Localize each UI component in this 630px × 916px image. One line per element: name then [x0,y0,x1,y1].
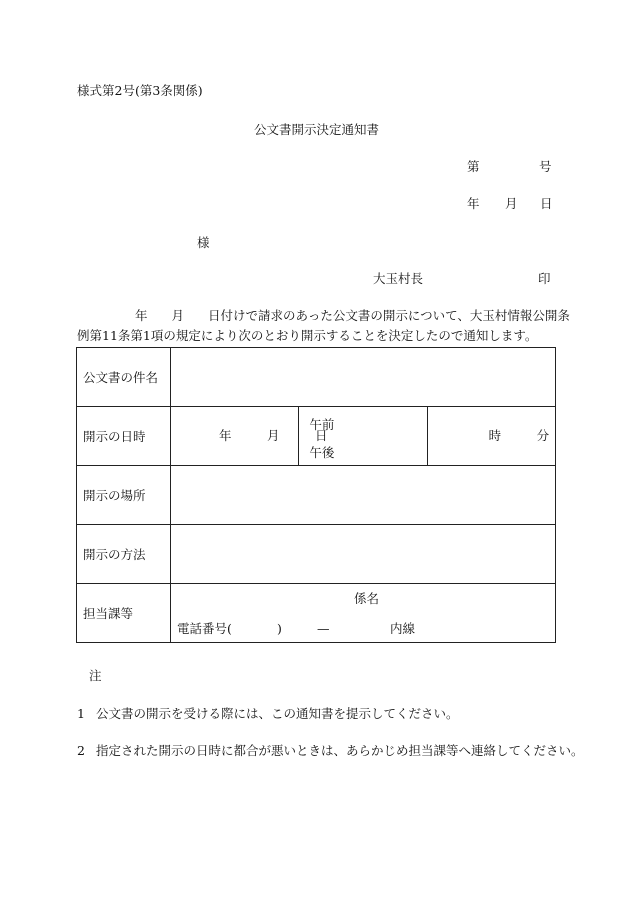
datetime-day: 日 [315,427,328,443]
body-line1-text: 日付けで請求のあった公文書の開示について、大玉村情報公開条 [208,308,570,323]
department-value [171,584,556,643]
form-number: 様式第2号(第3条関係) [77,83,203,98]
datetime-month: 月 [267,427,280,443]
table-row-department [77,584,556,643]
place-label: 開示の場所 [77,466,171,525]
place-value [171,466,556,525]
datetime-year: 年 [219,427,232,443]
datetime-time-cell [427,407,555,466]
note-item [77,708,459,721]
subject-value [171,348,556,407]
note-text: 公文書の開示を受ける際には、この通知書を提示してください。 [96,706,459,721]
phone-close-paren: ) [277,621,282,636]
issue-date-day: 日 [540,196,553,211]
body-paragraph-line-1 [77,310,570,323]
subject-label: 公文書の件名 [77,348,171,407]
ampm-cell [299,407,427,466]
phone-label: 電話番号( [177,621,232,636]
department-label: 担当課等 [77,584,171,643]
request-month: 月 [171,308,185,323]
phone-dash: — [317,621,330,636]
note-number: 1 [77,706,85,721]
table-row-method [77,525,556,584]
extension-label: 内線 [390,621,416,636]
notes-heading: 注 [89,668,102,683]
am-label: 午前 [309,417,335,432]
issuer-title: 大玉村長 [373,271,424,286]
method-value [171,525,556,584]
section-name-label: 係名 [354,591,380,606]
datetime-minute: 分 [536,427,550,443]
seal-mark: 印 [538,271,551,286]
disclosure-form-table [76,347,556,643]
issue-date-year: 年 [467,196,480,211]
document-title: 公文書開示決定通知書 [254,122,380,137]
document-number-prefix: 第 [467,159,480,174]
method-label: 開示の方法 [77,525,171,584]
pm-label: 午後 [309,445,335,460]
body-paragraph-line-2: 例第11条第1項の規定により次のとおり開示することを決定したので通知します。 [77,328,538,343]
note-number: 2 [77,743,85,758]
table-row-place [77,466,556,525]
request-year: 年 [135,308,148,323]
table-row-datetime [77,407,556,466]
document-number-suffix: 号 [539,159,552,174]
note-item [77,745,584,758]
table-row-subject [77,348,556,407]
datetime-hour: 時 [488,427,502,443]
addressee-honorific: 様 [197,235,210,250]
issue-date-month: 月 [505,196,518,211]
note-text: 指定された開示の日時に都合が悪いときは、あらかじめ担当課等へ連絡してください。 [96,743,584,758]
datetime-label: 開示の日時 [77,407,171,466]
